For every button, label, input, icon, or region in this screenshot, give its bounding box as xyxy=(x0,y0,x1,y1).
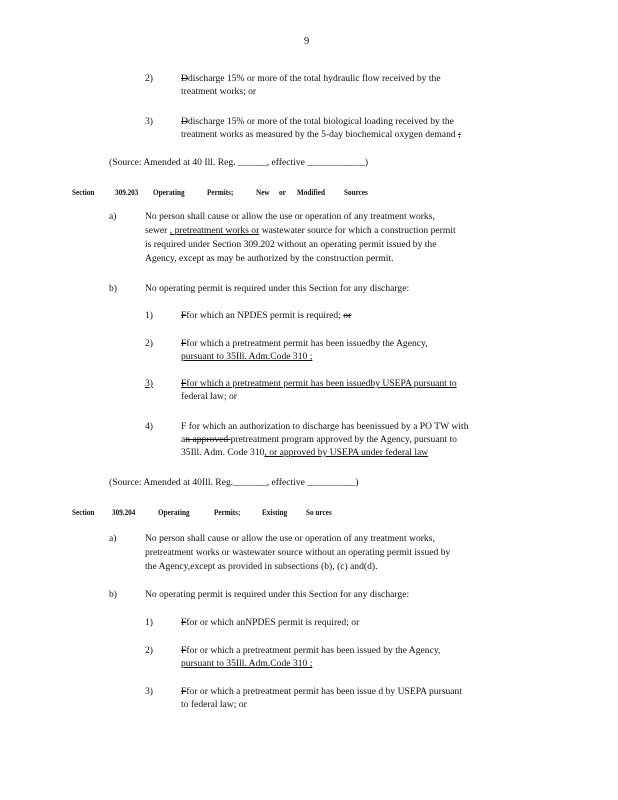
source-note: (Source: Amended at 40Ill. Reg._______, effective __________) xyxy=(109,477,359,488)
section-heading: Section 309.203 Operating Permits; New or Modified Sources xyxy=(72,188,368,198)
section-heading: Section 309.204 Operating Permits; Existing So urces xyxy=(72,508,332,518)
page-number: 9 xyxy=(304,36,310,47)
source-note: (Source: Amended at 40 Ill. Reg. ______, effective ____________) xyxy=(109,157,369,168)
